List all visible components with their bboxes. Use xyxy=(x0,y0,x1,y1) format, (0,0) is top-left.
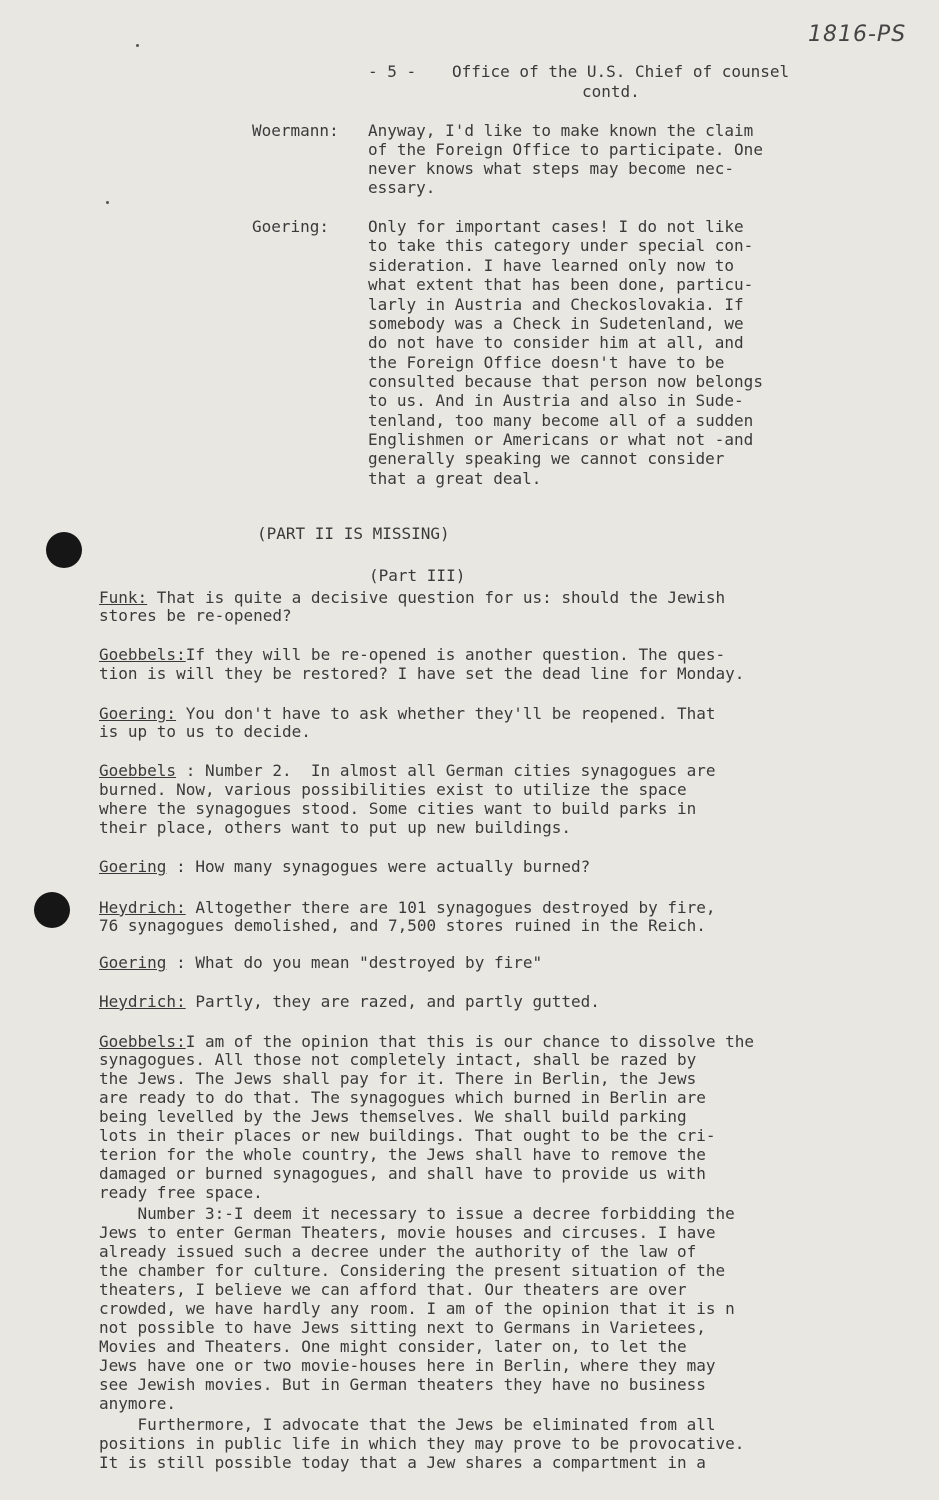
text-line: synagogues. All those not completely intact, shall be razed by xyxy=(99,1050,697,1069)
paper-speck xyxy=(106,201,109,204)
text-line: : Number 2. In almost all German cities synagogues are xyxy=(176,761,716,780)
text-line: : How many synagogues were actually burned? xyxy=(166,857,591,876)
text-line: Number 3:-I deem it necessary to issue a decree forbidding the xyxy=(99,1204,735,1223)
text-line: : What do you mean "destroyed by fire" xyxy=(166,953,543,972)
text-line: anymore. xyxy=(99,1394,177,1413)
text-line: never knows what steps may become nec- xyxy=(368,159,735,178)
text-line: the Jews. The Jews shall pay for it. There in Berlin, the Jews xyxy=(99,1069,697,1088)
text-line: already issued such a decree under the authority of the law of xyxy=(99,1242,697,1261)
text-line: If they will be re-opened is another question. The ques- xyxy=(185,645,726,664)
text-line: Partly, they are razed, and partly gutted. xyxy=(185,992,600,1011)
text-line: lots in their places or new buildings. That ought to be the cri- xyxy=(99,1126,716,1145)
text-line: tion is will they be restored? I have set the dead line for Monday. xyxy=(99,664,745,683)
text-line: essary. xyxy=(368,178,436,197)
speaker-label: Funk: xyxy=(99,588,148,607)
punch-hole xyxy=(46,532,82,568)
text-line: Only for important cases! I do not like xyxy=(368,217,744,236)
speaker-label: Goebbels: xyxy=(99,645,186,664)
text-line: Jews to enter German Theaters, movie houses and circuses. I have xyxy=(99,1223,716,1242)
speaker-label: Goering xyxy=(99,953,167,972)
text-line: the Foreign Office doesn't have to be xyxy=(368,353,725,372)
text-line: the chamber for culture. Considering the present situation of the xyxy=(99,1261,726,1280)
text-line: tenland, too many become all of a sudden xyxy=(368,411,754,430)
speaker-label: Goering xyxy=(99,857,167,876)
text-line: larly in Austria and Checkoslovakia. If xyxy=(368,295,744,314)
statement-goebbels xyxy=(99,1032,754,1051)
contd-heading: contd. xyxy=(582,82,640,101)
text-line: sideration. I have learned only now to xyxy=(368,256,735,275)
text-line: crowded, we have hardly any room. I am of the opinion that it is n xyxy=(99,1299,735,1318)
text-line: generally speaking we cannot consider xyxy=(368,449,725,468)
handwritten-document-number: 1816-PS xyxy=(808,22,907,47)
page-number: - 5 - xyxy=(368,62,417,81)
text-line: of the Foreign Office to participate. One xyxy=(368,140,763,159)
text-line: Furthermore, I advocate that the Jews be eliminated from all xyxy=(99,1415,716,1434)
office-heading: Office of the U.S. Chief of counsel xyxy=(452,62,790,81)
paper-speck xyxy=(136,44,139,47)
text-line: to take this category under special con- xyxy=(368,236,754,255)
text-line: not possible to have Jews sitting next to Germans in Varietees, xyxy=(99,1318,706,1337)
text-line: burned. Now, various possibilities exist to utilize the space xyxy=(99,780,687,799)
speaker-label: Heydrich: xyxy=(99,898,186,917)
part-three-heading: (Part III) xyxy=(369,566,466,585)
statement-goering xyxy=(99,953,542,972)
text-line: where the synagogues stood. Some cities want to build parks in xyxy=(99,799,697,818)
statement-goebbels xyxy=(99,761,716,780)
text-line: that a great deal. xyxy=(368,469,542,488)
statement-funk xyxy=(99,588,725,607)
text-line: see Jewish movies. But in German theaters they have no business xyxy=(99,1375,706,1394)
text-line: do not have to consider him at all, and xyxy=(368,333,744,352)
statement-goering xyxy=(99,857,590,876)
text-line: ready free space. xyxy=(99,1183,263,1202)
speaker-label: Woermann: xyxy=(252,121,339,140)
text-line: theaters, I believe we can afford that. Our theaters are over xyxy=(99,1280,687,1299)
speaker-label: Heydrich: xyxy=(99,992,186,1011)
text-line: being levelled by the Jews themselves. We shall build parking xyxy=(99,1107,687,1126)
text-line: It is still possible today that a Jew shares a compartment in a xyxy=(99,1453,706,1472)
text-line: their place, others want to put up new buildings. xyxy=(99,818,572,837)
text-line: stores be re-opened? xyxy=(99,606,292,625)
speaker-label: Goebbels xyxy=(99,761,177,780)
speaker-label: Goebbels: xyxy=(99,1032,186,1051)
text-line: Altogether there are 101 synagogues destroyed by fire, xyxy=(185,898,716,917)
text-line: That is quite a decisive question for us: should the Jewish xyxy=(147,588,726,607)
text-line: damaged or burned synagogues, and shall have to provide us with xyxy=(99,1164,706,1183)
statement-heydrich xyxy=(99,992,600,1011)
text-line: are ready to do that. The synagogues which burned in Berlin are xyxy=(99,1088,706,1107)
text-line: positions in public life in which they may prove to be provocative. xyxy=(99,1434,745,1453)
text-line: is up to us to decide. xyxy=(99,722,311,741)
statement-goering xyxy=(99,704,716,723)
text-line: somebody was a Check in Sudetenland, we xyxy=(368,314,744,333)
text-line: terion for the whole country, the Jews shall have to remove the xyxy=(99,1145,706,1164)
text-line: Jews have one or two movie-houses here in Berlin, where they may xyxy=(99,1356,716,1375)
text-line: 76 synagogues demolished, and 7,500 stores ruined in the Reich. xyxy=(99,916,706,935)
text-line: what extent that has been done, particu- xyxy=(368,275,754,294)
statement-goebbels xyxy=(99,645,725,664)
text-line: Movies and Theaters. One might consider, later on, to let the xyxy=(99,1337,687,1356)
statement-heydrich xyxy=(99,898,716,917)
text-line: You don't have to ask whether they'll be reopened. That xyxy=(176,704,716,723)
speaker-label: Goering: xyxy=(99,704,177,723)
text-line: Englishmen or Americans or what not -and xyxy=(368,430,754,449)
punch-hole xyxy=(34,892,70,928)
text-line: Anyway, I'd like to make known the claim xyxy=(368,121,754,140)
text-line: I am of the opinion that this is our chance to dissolve the xyxy=(185,1032,755,1051)
text-line: to us. And in Austria and also in Sude- xyxy=(368,391,744,410)
text-line: consulted because that person now belongs xyxy=(368,372,763,391)
part-missing-note: (PART II IS MISSING) xyxy=(257,524,450,543)
speaker-label: Goering: xyxy=(252,217,330,236)
